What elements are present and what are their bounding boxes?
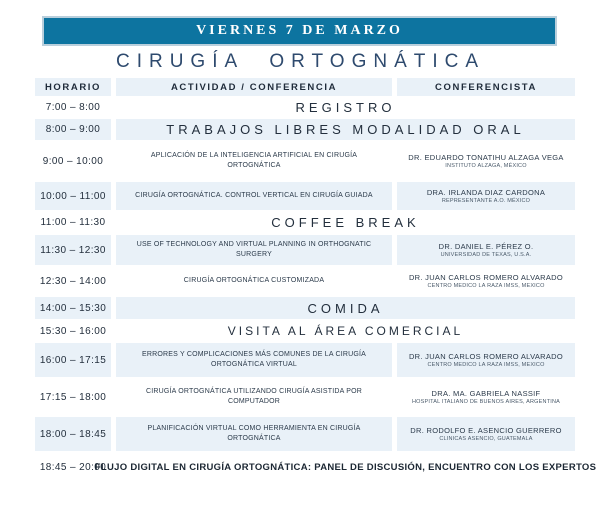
- speaker-affiliation: CENTRO MEDICO LA RAZA IMSS, MEXICO: [427, 362, 545, 368]
- date-banner-text: VIERNES 7 DE MARZO: [196, 23, 403, 38]
- speaker-cell: [397, 417, 575, 451]
- session-banner: REGISTRO: [295, 100, 396, 115]
- activity-cell: APLICACIÓN DE LA INTELIGENCIA ARTIFICIAL EN CIRUGÍA ORTOGNÁTICA: [150, 151, 358, 169]
- speaker-name: DR. RODOLFO E. ASENCIO GUERRERO: [410, 426, 562, 435]
- speaker-cell: [397, 380, 575, 414]
- table-row: [35, 99, 575, 116]
- time-cell: 11:30 – 12:30: [35, 235, 111, 265]
- speaker-affiliation: REPRESENTANTE A.O. MÉXICO: [441, 198, 531, 204]
- speaker-affiliation: HOSPITAL ITALIANO DE BUENOS AIRES, ARGENTINA: [411, 399, 561, 405]
- table-row: [35, 182, 575, 210]
- table-row: [35, 119, 575, 140]
- table-row: [35, 380, 575, 414]
- schedule-table: [35, 78, 597, 483]
- time-cell: 11:00 – 11:30: [40, 217, 106, 228]
- speaker-affiliation: UNIVERSIDAD DE TEXAS, U.S.A.: [440, 252, 532, 258]
- time-cell: 17:15 – 18:00: [39, 391, 107, 403]
- speaker-name: DR. JUAN CARLOS ROMERO ALVARADO: [408, 273, 564, 282]
- speaker-name: DR. DANIEL E. PÉREZ O.: [438, 242, 534, 251]
- table-header-row: [35, 78, 575, 96]
- time-cell: 9:00 – 10:00: [42, 155, 104, 167]
- speaker-cell: [397, 143, 575, 179]
- table-row: [35, 143, 575, 179]
- speaker-name: DRA. IRLANDA DIAZ CARDONA: [426, 188, 546, 197]
- time-cell: 8:00 – 9:00: [35, 119, 111, 140]
- speaker-cell: [397, 182, 575, 210]
- table-row: [35, 454, 597, 480]
- speaker-cell: [397, 235, 575, 265]
- speaker-name: DR. JUAN CARLOS ROMERO ALVARADO: [408, 352, 564, 361]
- column-header-conferencista: CONFERENCISTA: [397, 78, 575, 96]
- table-row: [35, 297, 575, 319]
- speaker-affiliation: CLINICAS ASENCIO, GUATEMALA: [439, 436, 533, 442]
- speaker-cell: [397, 268, 575, 294]
- date-banner: [42, 16, 557, 46]
- table-row: [35, 268, 575, 294]
- session-banner: COFFEE BREAK: [271, 215, 420, 230]
- session-banner: COMIDA: [116, 297, 575, 319]
- activity-cell: CIRUGÍA ORTOGNÁTICA. CONTROL VERTICAL EN CIRUGÍA GUIADA: [116, 182, 392, 210]
- time-cell: 16:00 – 17:15: [35, 343, 111, 377]
- activity-cell: CIRUGÍA ORTOGNÁTICA UTILIZANDO CIRUGÍA ASISTIDA POR COMPUTADOR: [145, 387, 363, 405]
- time-cell: 15:30 – 16:00: [39, 325, 107, 337]
- time-cell: 10:00 – 11:00: [35, 182, 111, 210]
- table-row: [35, 235, 575, 265]
- session-banner: FLUJO DIGITAL EN CIRUGÍA ORTOGNÁTICA: PANEL DE DISCUSIÓN, ENCUENTRO CON LOS EXPERTOS: [94, 461, 597, 473]
- session-banner: TRABAJOS LIBRES MODALIDAD ORAL: [116, 119, 575, 140]
- table-row: [35, 213, 575, 232]
- time-cell: 18:00 – 18:45: [35, 417, 111, 451]
- table-row: [35, 322, 575, 340]
- table-row: [35, 417, 575, 451]
- session-banner: VISITA AL ÁREA COMERCIAL: [227, 324, 464, 338]
- activity-cell: USE OF TECHNOLOGY AND VIRTUAL PLANNING IN ORTHOGNATIC SURGERY: [116, 235, 392, 265]
- speaker-affiliation: CENTRO MEDICO LA RAZA IMSS, MEXICO: [427, 283, 545, 289]
- activity-cell: PLANIFICACIÓN VIRTUAL COMO HERRAMIENTA EN CIRUGÍA ORTOGNÁTICA: [116, 417, 392, 451]
- table-row: [35, 343, 575, 377]
- time-cell: 12:30 – 14:00: [39, 275, 107, 287]
- page-title: CIRUGÍA ORTOGNÁTICA: [115, 51, 486, 72]
- activity-cell: CIRUGÍA ORTOGNÁTICA CUSTOMIZADA: [183, 276, 325, 284]
- speaker-affiliation: INSTITUTO ALZAGA, MÉXICO: [445, 163, 527, 169]
- column-header-actividad: ACTIVIDAD / CONFERENCIA: [116, 78, 392, 96]
- time-cell: 7:00 – 8:00: [45, 102, 101, 113]
- speaker-cell: [397, 343, 575, 377]
- speaker-name: DRA. MA. GABRIELA NASSIF: [431, 389, 541, 398]
- time-cell: 14:00 – 15:30: [35, 297, 111, 319]
- time-cell: 18:45 – 20:00: [39, 461, 107, 473]
- speaker-name: DR. EDUARDO TONATIHU ALZAGA VEGA: [408, 153, 564, 162]
- column-header-horario: HORARIO: [35, 78, 111, 96]
- activity-cell: ERRORES Y COMPLICACIONES MÁS COMUNES DE LA CIRUGÍA ORTOGNÁTICA VIRTUAL: [116, 343, 392, 377]
